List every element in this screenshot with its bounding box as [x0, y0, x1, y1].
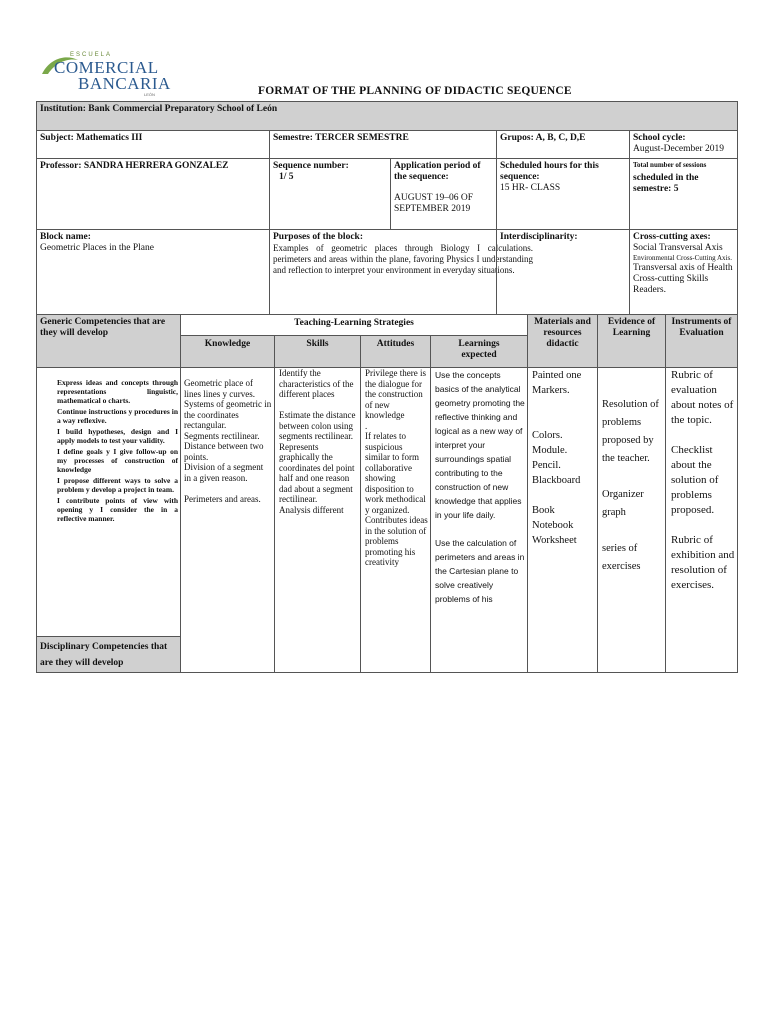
list-item: I contribute points of view with opening y I consider the in a reflective manner. — [57, 496, 178, 523]
purposes-value: Examples of geometric places through Biology I calculations. perimeters and areas within the plane, favoring Physics I understanding and reflection to interpret your environment in everyday situations. — [273, 243, 533, 275]
subject-cell — [36, 130, 270, 159]
interdisciplinarity-cell — [496, 229, 630, 315]
evidence-text: Resolution of problems proposed by the teacher. Organizer graph series of exercises — [602, 399, 659, 572]
school-logo — [40, 52, 170, 102]
list-item: I define goals y I give follow-up on my processes of construction of knowledge — [57, 447, 178, 474]
learnings-cell — [430, 367, 528, 673]
instruments-text: Rubric of evaluation about notes of the topic. Checklist about the solution of problems proposed. Rubric of exhibition and resolution of exercises. — [671, 369, 735, 591]
total-sessions-cell — [629, 158, 738, 230]
block-cell — [36, 229, 270, 315]
materials-cell — [527, 367, 598, 673]
attitudes-header — [360, 335, 431, 368]
skills-cell — [274, 367, 361, 673]
instruments-header-text: Instruments of Evaluation — [671, 317, 732, 338]
learnings-header-text: Learnings expected — [458, 339, 500, 360]
knowledge-text: Geometric place of lines lines y curves. Systems of geometric in the coordinates rectangular. Segments rectilinear. Distance between two points. Division of a segment in a given reason. Perimeters and areas. — [184, 378, 272, 504]
skills-header — [274, 335, 361, 368]
teaching-header-text: Teaching-Learning Strategies — [294, 318, 414, 328]
generic-competencies-list — [41, 378, 178, 523]
total-sessions-value: scheduled in the semestre: 5 — [633, 173, 699, 194]
cross-cutting-cell — [629, 229, 738, 315]
attitudes-text: Privilege there is the dialogue for the construction of new knowledge . If relates to suspicious similar to form collaborative showing disposition to work methodical y organized. Contributes ideas in the solution of problems promoting his creativity — [365, 368, 428, 567]
cross-cutting-line-1: Social Transversal Axis — [633, 243, 723, 253]
instruments-header — [665, 314, 738, 368]
logo-line-1: COMERCIAL — [54, 58, 159, 77]
list-item: Express ideas and concepts through representations linguistic, mathematical o charts. — [57, 378, 178, 405]
learnings-header — [430, 335, 528, 368]
purposes-cell — [269, 229, 533, 315]
professor-cell — [36, 158, 270, 230]
grupos-text: Grupos: A, B, C, D,E — [500, 133, 586, 143]
cross-cutting-line-3: Transversal axis of Health Cross-cutting Skills Readers. — [633, 263, 733, 295]
sequence-label: Sequence number: — [273, 161, 349, 171]
application-label: Application period of the sequence: — [394, 161, 481, 182]
knowledge-cell — [180, 367, 275, 673]
evidence-header — [597, 314, 666, 368]
disciplinary-competencies-header — [36, 636, 181, 673]
semester-text: Semestre: TERCER SEMESTRE — [273, 133, 409, 143]
list-item: I build hypotheses, design and I apply models to test your validity. — [57, 427, 178, 445]
instruments-cell — [665, 367, 738, 673]
knowledge-header-text: Knowledge — [204, 339, 251, 349]
sequence-cell — [269, 158, 391, 230]
total-sessions-label: Total number of sessions — [633, 161, 707, 169]
scheduled-value: 15 HR- CLASS — [500, 183, 561, 193]
semester-cell — [269, 130, 497, 159]
list-item: Continue instructions y procedures in a way reflexive. — [57, 407, 178, 425]
document-title: FORMAT OF THE PLANNING OF DIDACTIC SEQUENCE — [258, 85, 572, 97]
institution-row — [36, 101, 738, 131]
school-cycle-label: School cycle: — [633, 133, 686, 143]
attitudes-cell — [360, 367, 431, 673]
application-cell — [390, 158, 497, 230]
skills-header-text: Skills — [306, 339, 329, 349]
school-cycle-value: August-December 2019 — [633, 144, 725, 154]
application-value: AUGUST 19–06 OF SEPTEMBER 2019 — [394, 193, 474, 214]
logo-top-text: ESCUELA — [70, 52, 113, 58]
institution-text: Institution: Bank Commercial Preparatory School of León — [40, 104, 278, 114]
evidence-header-text: Evidence of Learning — [607, 317, 656, 338]
generic-competencies-cell — [36, 367, 181, 637]
sequence-value: 1/ 5 — [279, 172, 294, 182]
scheduled-label: Scheduled hours for this sequence: — [500, 161, 599, 182]
scheduled-cell — [496, 158, 630, 230]
evidence-cell — [597, 367, 666, 673]
subject-text: Subject: Mathematics III — [40, 133, 143, 143]
disciplinary-header-text: Disciplinary Competencies that are they will develop — [40, 642, 168, 668]
logo-small-text: LEÓN — [144, 92, 155, 97]
materials-header-text: Materials and resources didactic — [534, 317, 591, 349]
materials-header — [527, 314, 598, 368]
cross-cutting-label: Cross-cutting axes: — [633, 232, 711, 242]
learnings-text: Use the concepts basics of the analytical geometry promoting the reflective thinking and logical as a new way of interpret your surroundings spatial contributing to the construction of new knowledge that applies in your life daily. Use the calculation of perimeters and areas in the Cartesian plane to solve creatively problems of his — [435, 370, 525, 604]
materials-text: Painted one Markers. Colors. Module. Pencil. Blackboard Book Notebook Worksheet — [532, 370, 582, 546]
attitudes-header-text: Attitudes — [376, 339, 415, 349]
teaching-header — [180, 314, 528, 335]
generic-competencies-header — [36, 314, 181, 368]
skills-text: Identify the characteristics of the different places Estimate the distance between colon using segments rectilinear. Represents graphically the coordinates del point half and one reason dad about a segment rectilinear. Analysis different — [279, 368, 356, 515]
generic-header-text: Generic Competencies that are they will develop — [40, 317, 166, 338]
school-cycle-cell — [629, 130, 738, 159]
interdisciplinarity-label: Interdisciplinarity: — [500, 232, 578, 242]
block-value: Geometric Places in the Plane — [40, 243, 154, 253]
grupos-cell — [496, 130, 630, 159]
block-label: Block name: — [40, 232, 91, 242]
professor-text: Professor: SANDRA HERRERA GONZALEZ — [40, 161, 229, 171]
cross-cutting-line-2: Environmental Cross-Cutting Axis. — [633, 254, 732, 262]
logo-line-2: BANCARIA — [78, 74, 171, 93]
purposes-label: Purposes of the block: — [273, 232, 363, 242]
list-item: I propose different ways to solve a problem y develop a project in team. — [57, 476, 178, 494]
knowledge-header — [180, 335, 275, 368]
